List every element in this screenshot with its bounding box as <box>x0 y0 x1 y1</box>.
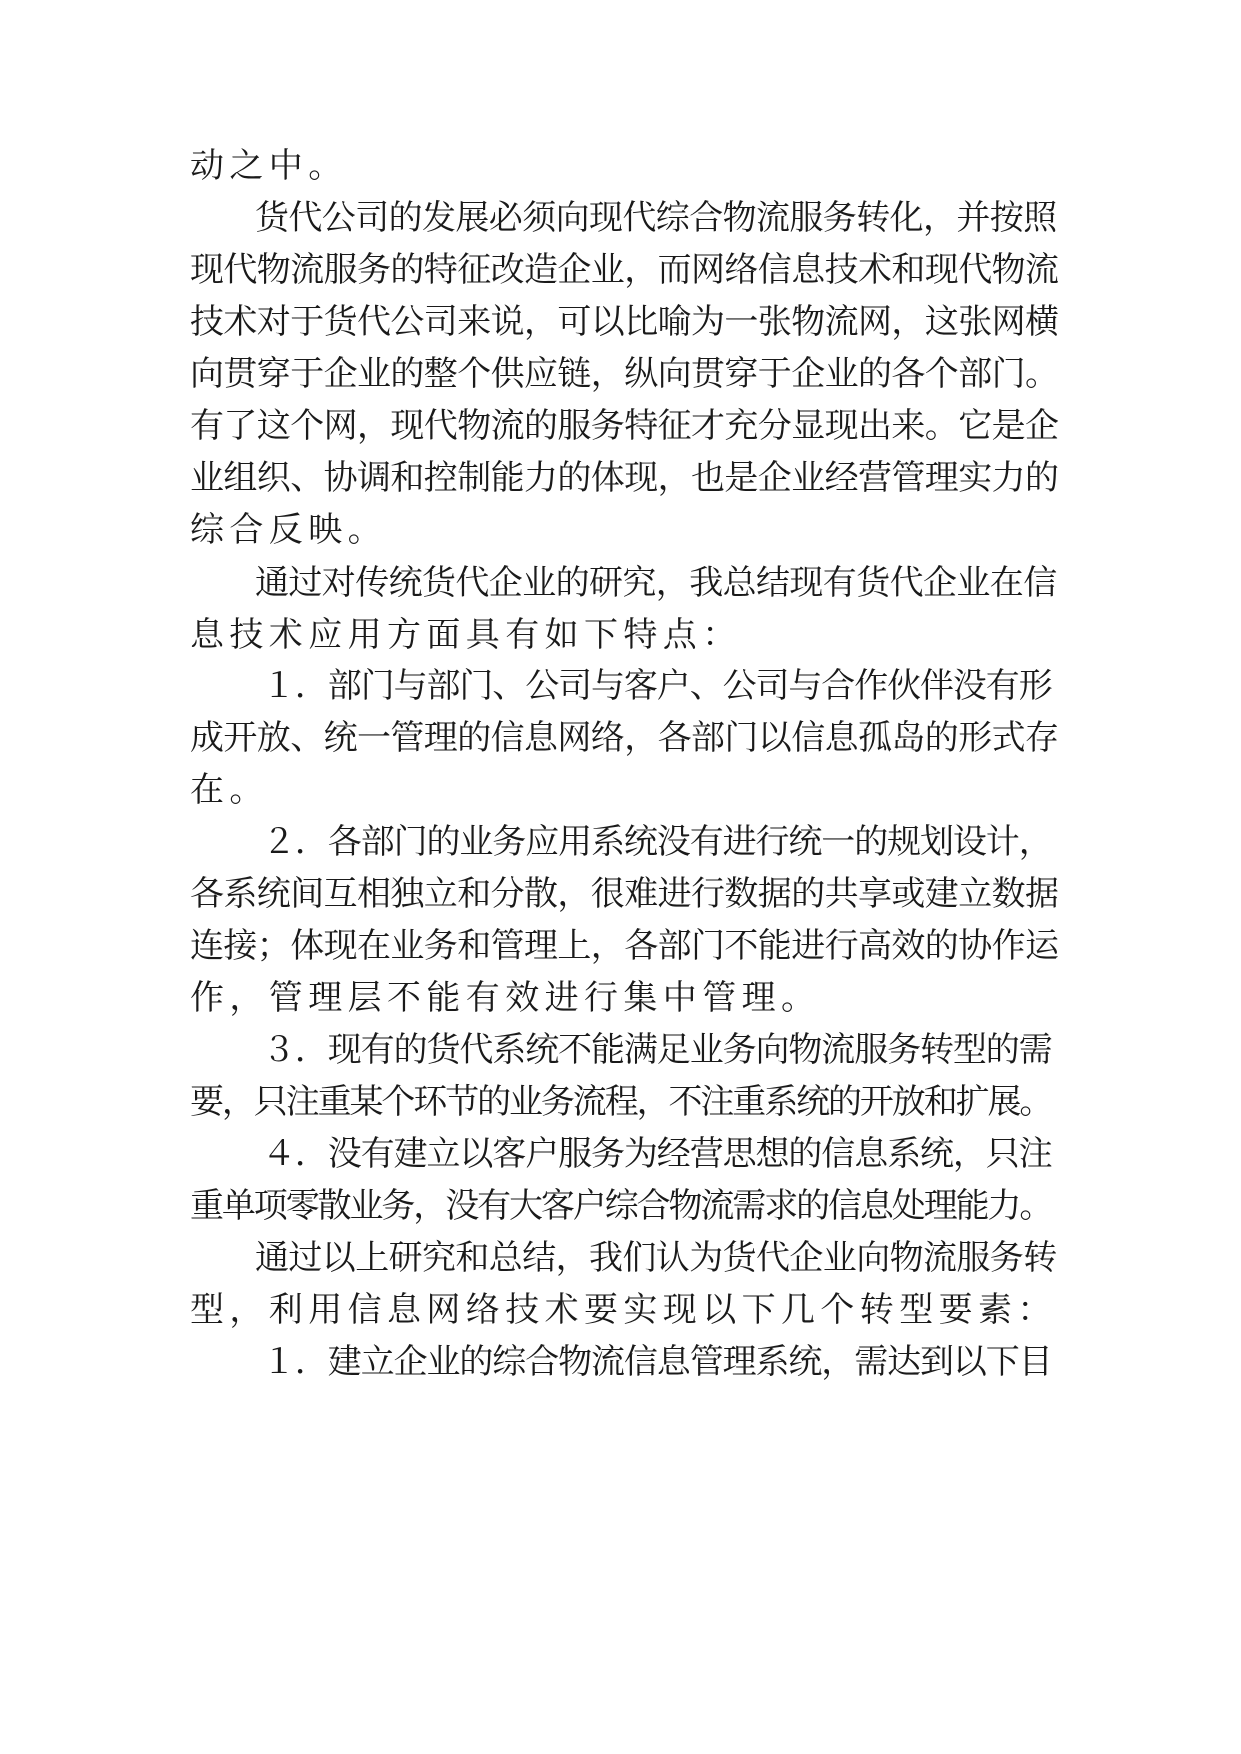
text-line-20: ４．没有建立以客户服务为经营思想的信息系统，只注 <box>262 1134 1052 1174</box>
text-line-16: 连接；体现在业务和管理上，各部门不能进行高效的协作运 <box>190 926 1059 966</box>
text-line-9: 通过对传统货代企业的研究，我总结现有货代企业在信 <box>255 563 1057 603</box>
text-line-10: 息技术应用方面具有如下特点： <box>190 615 742 655</box>
text-line-11: １．部门与部门、公司与客户、公司与合作伙伴没有形 <box>262 666 1052 706</box>
text-line-8: 综合反映。 <box>190 510 387 550</box>
text-line-12: 成开放、统一管理的信息网络，各部门以信息孤岛的形式存 <box>190 718 1059 758</box>
text-line-17: 作，管理层不能有效进行集中管理。 <box>190 978 821 1018</box>
text-line-24: １．建立企业的综合物流信息管理系统，需达到以下目 <box>262 1342 1052 1382</box>
text-line-18: ３．现有的货代系统不能满足业务向物流服务转型的需 <box>262 1030 1052 1070</box>
text-line-5: 向贯穿于企业的整个供应链，纵向贯穿于企业的各个部门。 <box>190 354 1059 394</box>
text-line-2: 货代公司的发展必须向现代综合物流服务转化，并按照 <box>255 198 1057 238</box>
text-line-1: 动之中。 <box>190 146 348 186</box>
text-line-21: 重单项零散业务，没有大客户综合物流需求的信息处理能力。 <box>190 1186 1052 1226</box>
text-line-14: ２．各部门的业务应用系统没有进行统一的规划设计， <box>262 822 1052 862</box>
text-line-23: 型，利用信息网络技术要实现以下几个转型要素： <box>190 1290 1057 1330</box>
text-line-15: 各系统间互相独立和分散，很难进行数据的共享或建立数据 <box>190 874 1059 914</box>
text-line-6: 有了这个网，现代物流的服务特征才充分显现出来。它是企 <box>190 406 1059 446</box>
text-line-22: 通过以上研究和总结，我们认为货代企业向物流服务转 <box>255 1238 1057 1278</box>
text-line-7: 业组织、协调和控制能力的体现，也是企业经营管理实力的 <box>190 458 1059 498</box>
text-line-13: 在。 <box>190 770 269 810</box>
text-line-19: 要，只注重某个环节的业务流程，不注重系统的开放和扩展。 <box>190 1082 1052 1122</box>
text-line-4: 技术对于货代公司来说，可以比喻为一张物流网，这张网横 <box>190 302 1059 342</box>
text-line-3: 现代物流服务的特征改造企业，而网络信息技术和现代物流 <box>190 250 1059 290</box>
